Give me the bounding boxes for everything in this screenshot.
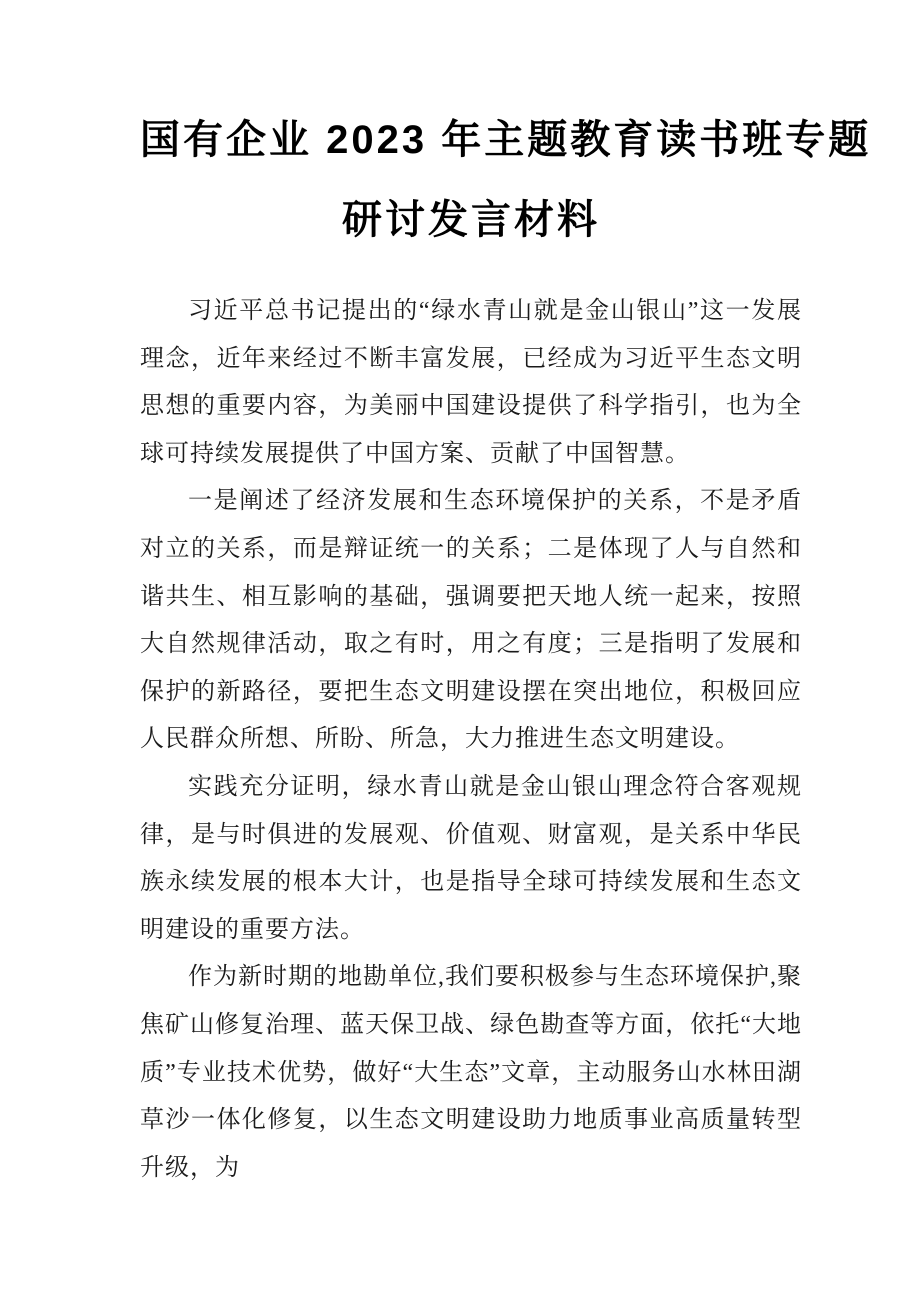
body-paragraph: 实践充分证明，绿水青山就是金山银山理念符合客观规律，是与时俱进的发展观、价值观、财富观，是关系中华民族永续发展的根本大计，也是指导全球可持续发展和生态文明建设的重要方法。 — [140, 773, 802, 943]
document-title-line-2: 研讨发言材料 — [342, 198, 600, 242]
document-body — [140, 288, 802, 1192]
document-title — [140, 100, 872, 260]
document-title-line-1: 国有企业 2023 年主题教育读书班专题 — [140, 118, 872, 162]
body-paragraph: 习近平总书记提出的“绿水青山就是金山银山”这一发展理念，近年来经过不断丰富发展，已经成为习近平生态文明思想的重要内容，为美丽中国建设提供了科学指引，也为全球可持续发展提供了中国方案、贡献了中国智慧。 — [140, 298, 802, 467]
body-paragraph: 一是阐述了经济发展和生态环境保护的关系，不是矛盾对立的关系，而是辩证统一的关系；二是体现了人与自然和谐共生、相互影响的基础，强调要把天地人统一起来，按照大自然规律活动，取之有时，用之有度；三是指明了发展和保护的新路径，要把生态文明建设摆在突出地位，积极回应人民群众所想、所盼、所急，大力推进生态文明建设。 — [140, 488, 802, 753]
body-paragraph: 作为新时期的地勘单位,我们要积极参与生态环境保护,聚焦矿山修复治理、蓝天保卫战、绿色勘查等方面，依托“大地质”专业技术优势，做好“大生态”文章，主动服务山水林田湖草沙一体化修复，以生态文明建设助力地质事业高质量转型升级，为 — [140, 964, 802, 1181]
